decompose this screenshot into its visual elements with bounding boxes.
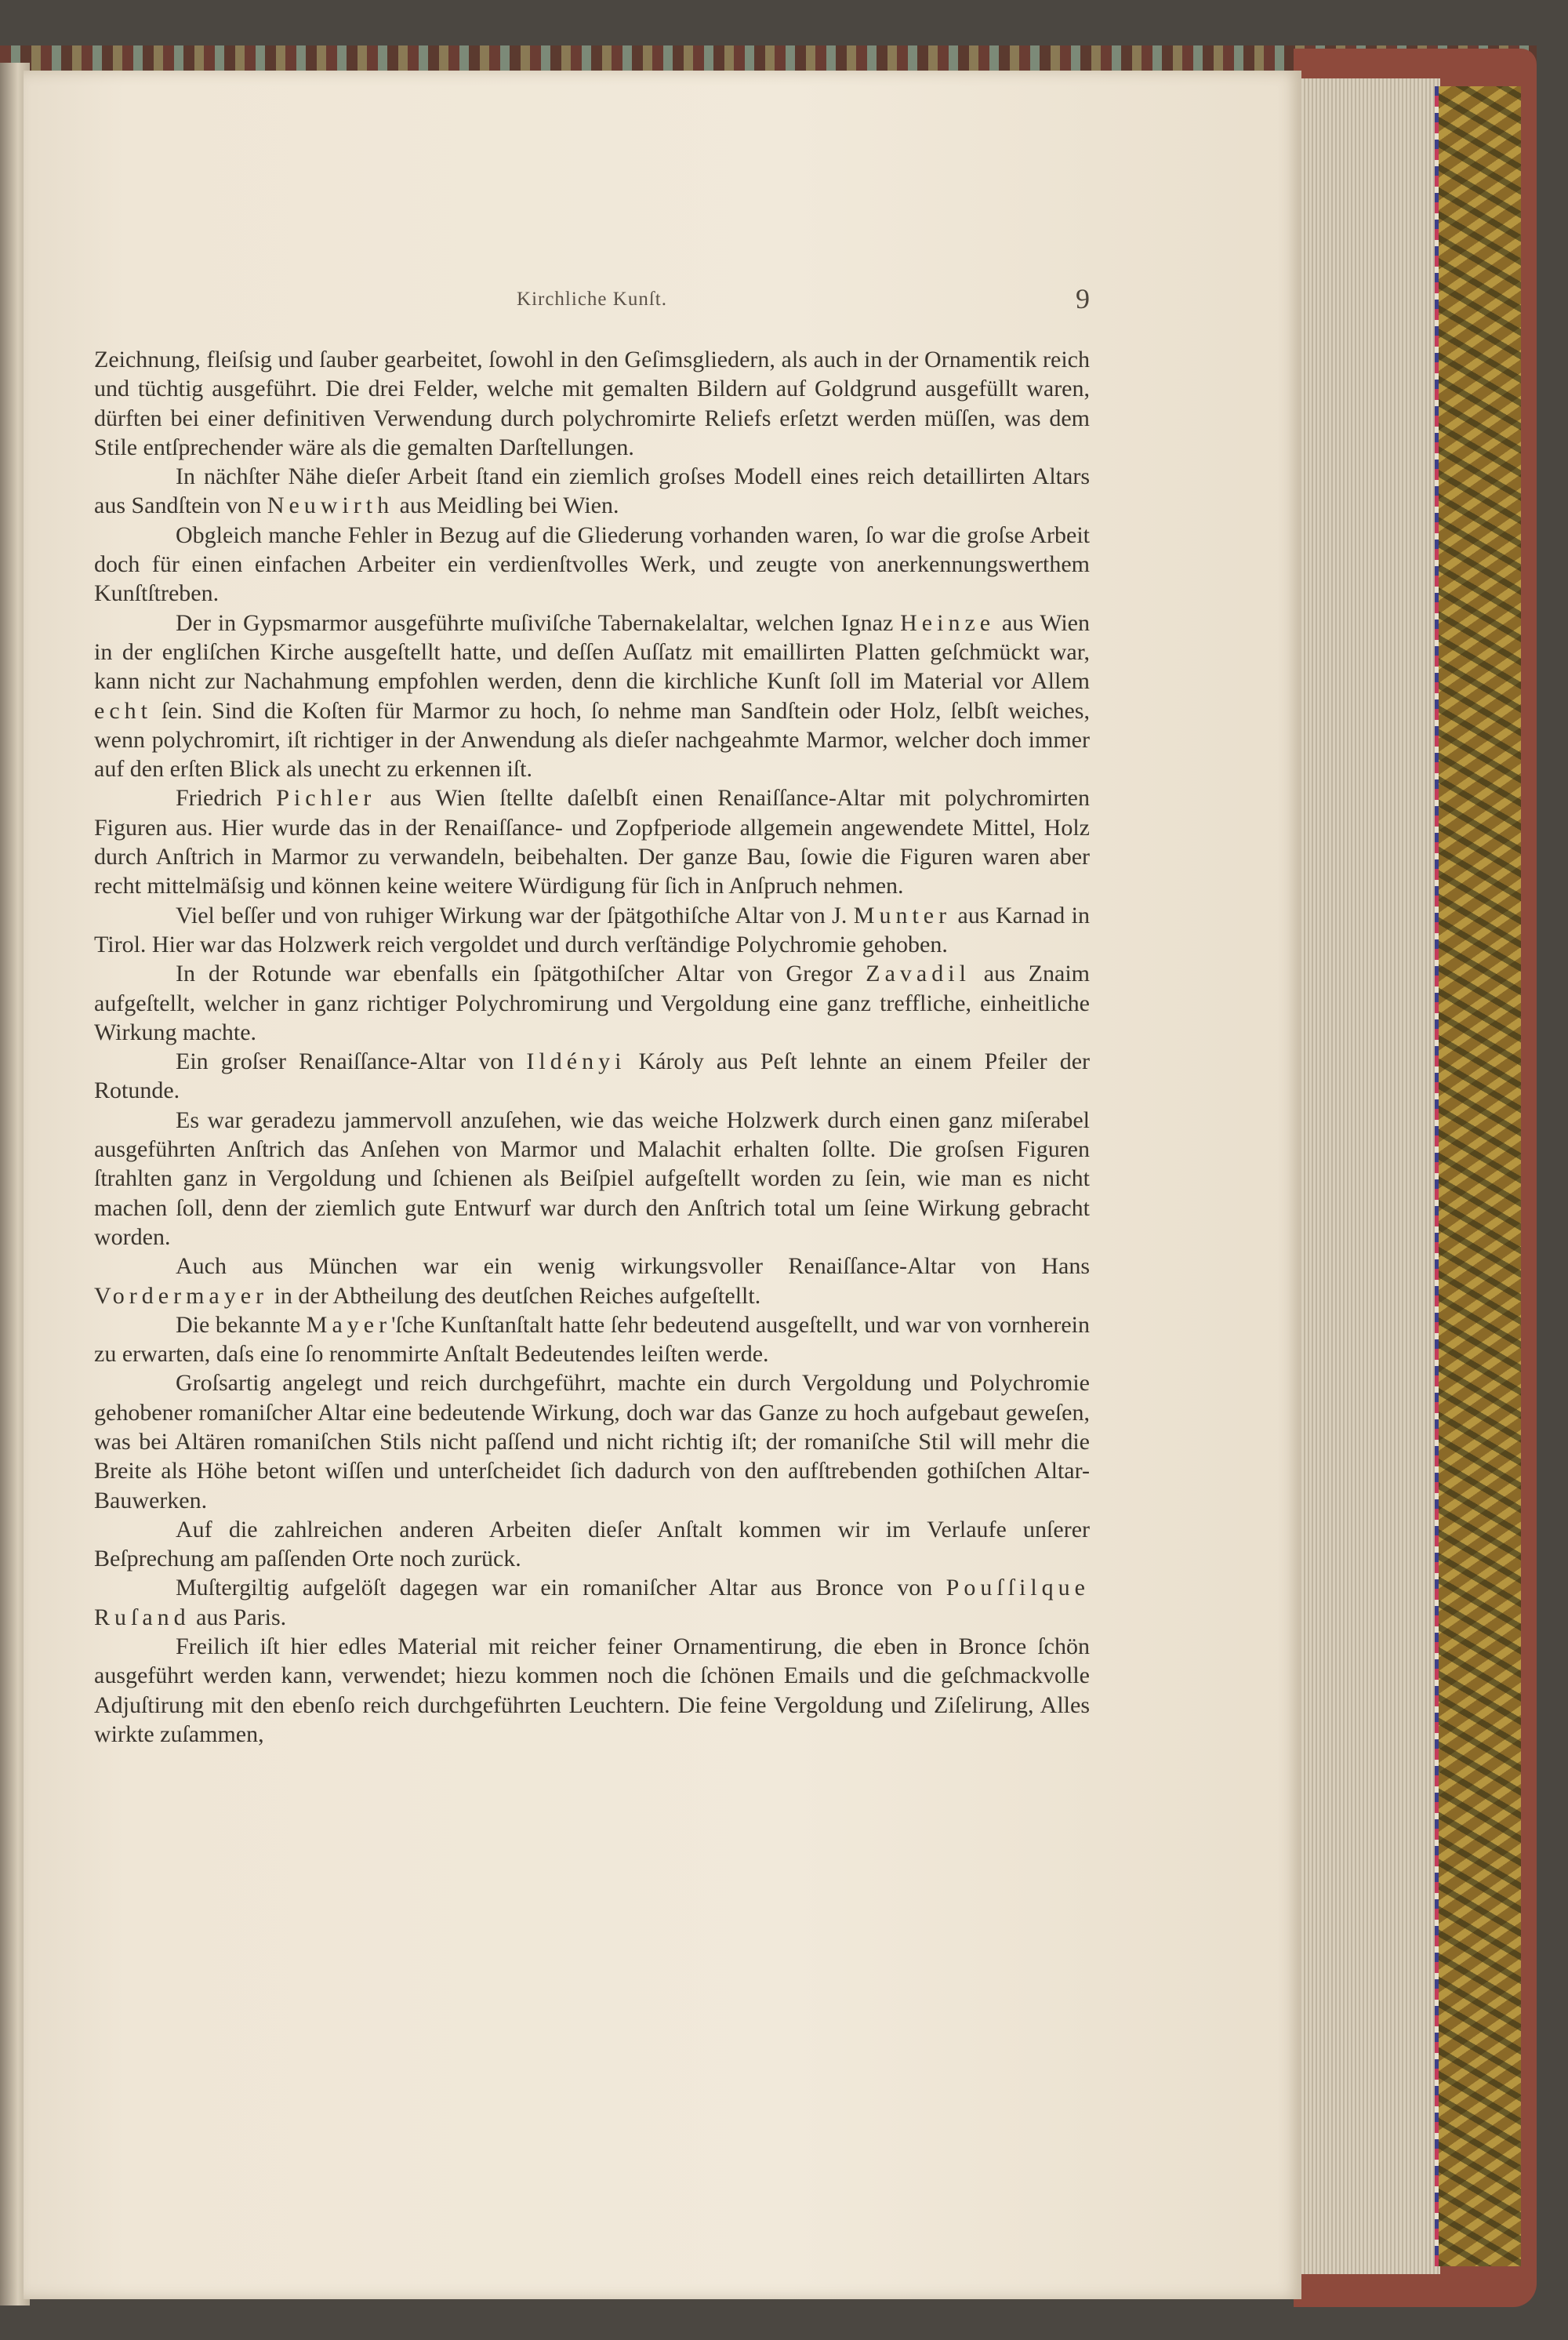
text-run: aus Karnad in Tirol. Hier war das Holzwerk reich vergoldet und durch verſtändige Polychromie gehoben. bbox=[94, 902, 1090, 957]
page-number: 9 bbox=[1076, 283, 1090, 314]
text-run: Viel beſſer und von ruhiger Wirkung war der ſpätgothiſche Altar von J. bbox=[176, 902, 854, 928]
text-run: Es war geradezu jammervoll anzuſehen, wie das weiche Holzwerk durch einen ganz miſerabel ausgeführten Anſtrich das Anſehen von Marmor und Malachit erhalten ſollte. Die groſsen Figuren ſtrahlten ganz in Vergoldung und ſchienen als Beiſpiel aufgeſtellt worden zu ſein, wie man es nicht machen ſoll, denn der ziemlich gute Entwurf war durch den Anſtrich total um ſeine Wirkung gebracht worden. bbox=[94, 1106, 1090, 1250]
spaced-name: Pichler bbox=[276, 785, 376, 812]
text-run: Károly aus Peſt lehnte an einem Pfeiler der Rotunde. bbox=[94, 1048, 1090, 1104]
text-run: ſein. Sind die Koſten für Marmor zu hoch, ſo nehme man Sandſtein oder Holz, ſelbſt weiches, wenn polychromirt, iſt richtiger in der Anwendung als dieſer nachgeahmte Marmor, welcher doch immer auf den erſten Blick als unecht zu erkennen iſt. bbox=[94, 697, 1090, 783]
text-run: aus Paris. bbox=[190, 1604, 287, 1630]
text-run: Auf die zahlreichen anderen Arbeiten dieſer Anſtalt kommen wir im Verlaufe unſerer Beſprechung am paſſenden Orte noch zurück. bbox=[94, 1516, 1090, 1572]
text-run: aus Wien in der engliſchen Kirche ausgeſtellt hatte, und deſſen Auſſatz mit emaillirten Platten geſchmückt war, kann nicht zur Nachahmung empfohlen werden, denn die kirchliche Kunſt ſoll im Material vor Allem bbox=[94, 609, 1090, 695]
marbled-endpaper bbox=[1439, 86, 1521, 2266]
paragraph bbox=[94, 1047, 1090, 1106]
paragraph bbox=[94, 1368, 1090, 1514]
paragraph bbox=[94, 783, 1090, 900]
text-run: Die bekannte bbox=[176, 1311, 307, 1338]
text-run: In nächſter Nähe dieſer Arbeit ſtand ein ziemlich groſses Modell eines reich detaillirten Altars aus Sandſtein von bbox=[94, 463, 1090, 519]
running-head bbox=[94, 282, 1090, 322]
paragraph bbox=[94, 1106, 1090, 1252]
body-text bbox=[94, 345, 1090, 1749]
text-run: Friedrich bbox=[176, 785, 277, 812]
text-run: Freilich iſt hier edles Material mit reicher feiner Ornamentirung, die eben in Bronce ſchön ausgeführt werden kann, verwendet; hiezu kommen noch die ſchönen Emails und die geſchmackvolle Adjuſtirung mit den ebenſo reich durchgeführten Leuchtern. Die feine Vergoldung und Ziſelirung, Alles wirkte zuſammen, bbox=[94, 1633, 1090, 1747]
text-run: Ein groſser Renaiſſance-Altar von bbox=[176, 1048, 527, 1075]
paragraph bbox=[94, 1252, 1090, 1310]
spaced-name: Heinze bbox=[900, 609, 996, 636]
paragraph bbox=[94, 609, 1090, 784]
paragraph bbox=[94, 1515, 1090, 1574]
text-run: 'ſche Kunſtanſtalt hatte ſehr bedeutend ausgeſtellt, und war von vornherein zu erwarten, daſs eine ſo renommirte Anſtalt Bedeutendes leiſten werde. bbox=[94, 1311, 1090, 1368]
spaced-name: Mayer bbox=[306, 1311, 392, 1338]
text-run: Der in Gypsmarmor ausgeführte muſiviſche Tabernakelaltar, welchen Ignaz bbox=[176, 609, 901, 636]
running-title: Kirchliche Kunſt. bbox=[517, 289, 667, 310]
text-run: aus Znaim aufgeſtellt, welcher in ganz richtiger Polychromirung und Vergoldung eine ganz treffliche, einheitliche Wirkung machte. bbox=[94, 961, 1090, 1045]
spaced-name: Neuwirth bbox=[267, 492, 394, 519]
text-run: Auch aus München war ein wenig wirkungsvoller Renaiſſance-Altar von Hans bbox=[176, 1253, 1090, 1280]
spaced-name: Pouſſilque Ruſand bbox=[94, 1575, 1090, 1630]
text-run: Muſtergiltig aufgelöſt dagegen war ein romaniſcher Altar aus Bronce von bbox=[176, 1575, 946, 1601]
paragraph bbox=[94, 1573, 1090, 1632]
text-run: aus Meidling bei Wien. bbox=[394, 492, 619, 519]
spaced-name: Vordermayer bbox=[94, 1282, 269, 1309]
paragraph bbox=[94, 1310, 1090, 1369]
paragraph bbox=[94, 1632, 1090, 1749]
text-run: in der Abtheilung des deutſchen Reiches aufgeſtellt. bbox=[268, 1282, 761, 1309]
spaced-name: echt bbox=[94, 697, 152, 724]
paragraph bbox=[94, 345, 1090, 462]
page-edges bbox=[1298, 78, 1440, 2274]
paragraph bbox=[94, 901, 1090, 960]
text-run: In der Rotunde war ebenfalls ein ſpätgothiſcher Altar von Gregor bbox=[176, 961, 866, 987]
spaced-name: Munter bbox=[853, 902, 952, 928]
spaced-name: Zavadil bbox=[866, 961, 971, 987]
text-run: Groſsartig angelegt und reich durchgeführt, machte ein durch Vergoldung und Polychromie gehobener romaniſcher Altar eine bedeutende Wirkung, doch war das Ganze zu hoch aufgebaut geweſen, was bei Altären romaniſchen Stils nicht paſſend und nicht richtig iſt; der romaniſche Stil will mehr die Breite als Höhe betont wiſſen und unterſcheidet ſich dadurch von den aufſtrebenden gothiſchen Altar-Bauwerken. bbox=[94, 1370, 1090, 1513]
paragraph bbox=[94, 521, 1090, 609]
text-run: Obgleich manche Fehler in Bezug auf die Gliederung vorhanden waren, ſo war die groſse Arbeit doch für einen einfachen Arbeiter ein verdienſtvolles Werk, und zeugte von anerkennungswerthem Kunſtſtreben. bbox=[94, 521, 1090, 607]
paragraph bbox=[94, 959, 1090, 1047]
spaced-name: Ildényi bbox=[526, 1048, 626, 1075]
text-run: aus Wien ſtellte daſelbſt einen Renaiſſance-Altar mit polychromirten Figuren aus. Hier wurde das in der Renaiſſance- und Zopfperiode allgemein angewendete Mittel, Holz durch Anſtrich in Marmor zu verwandeln, beibehalten. Der ganze Bau, ſowie die Figuren waren aber recht mittelmäſsig und können keine weitere Würdigung für ſich in Anſpruch nehmen. bbox=[94, 785, 1090, 899]
text-run: Zeichnung, fleiſsig und ſauber gearbeitet, ſowohl in den Geſimsgliedern, als auch in der Ornamentik reich und tüchtig ausgeführt. Die drei Felder, welche mit gemalten Bildern auf Goldgrund ausgefüllt waren, dürften bei einer definitiven Verwendung durch polychromirte Reliefs erſetzt werden müſſen, was dem Stile entſprechender wäre als die gemalten Darſtellungen. bbox=[94, 347, 1090, 460]
paragraph bbox=[94, 462, 1090, 521]
